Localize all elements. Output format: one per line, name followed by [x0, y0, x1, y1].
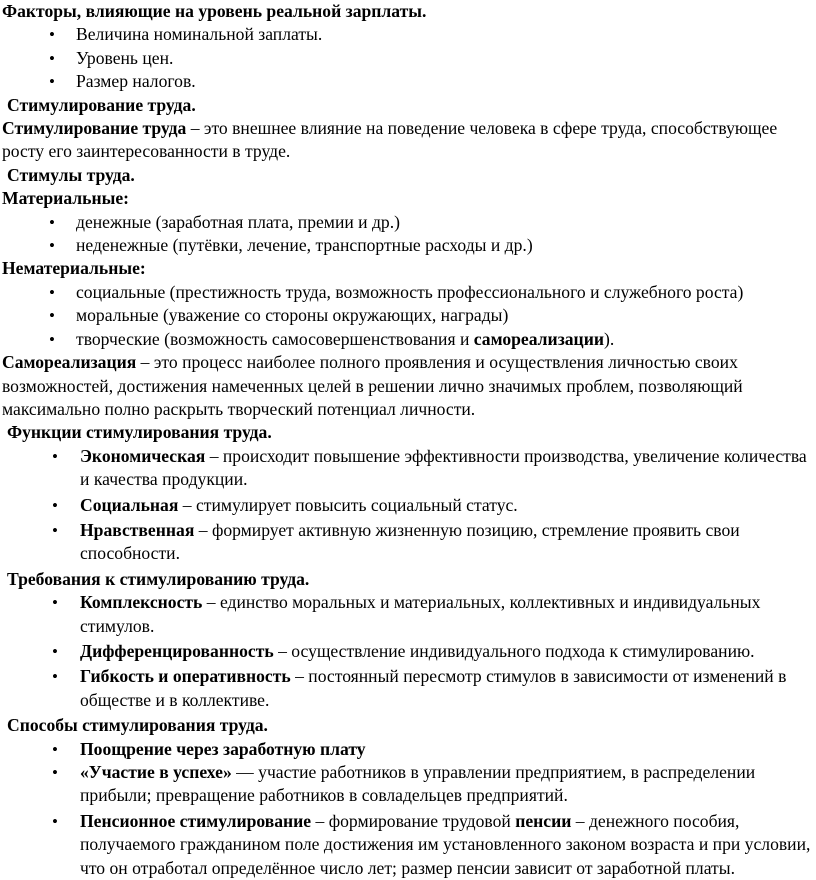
definition-text: – это внешнее влияние на поведение человека в сфере труда, способствующее росту его заинтересованности в труде. [2, 118, 778, 162]
stimulation-requirements-list [2, 591, 816, 712]
list-item: • Размер налогов. [2, 70, 816, 93]
definition-term: Стимулирование труда [2, 118, 187, 139]
definition-text: – это процесс наиболее полного проявления и осуществления личностью своих возможностей, достижения намеченных целей в решении лично значимых проблем, позволяющий максимально полно раскрыть творческий потенциал личности. [2, 352, 743, 419]
heading-stimulation-functions: Функции стимулирования труда. [7, 422, 272, 443]
list-item: • моральные (уважение со стороны окружающих, награды) [2, 304, 816, 327]
list-item: • творческие (возможность самосовершенствования и самореализации). [2, 328, 816, 351]
stimulation-functions-list [2, 445, 816, 566]
list-item: • денежные (заработная плата, премии и др.) [2, 211, 816, 234]
heading-labor-stimulation: Стимулирование труда. [7, 94, 196, 115]
list-item: • Экономическая – происходит повышение эффективности производства, увеличение количества и качества продукции. [2, 445, 816, 492]
heading-real-wage-factors: Факторы, влияющие на уровень реальной зарплаты. [2, 1, 427, 21]
list-item: • Уровень цен. [2, 47, 816, 70]
list-item: • Социальная – стимулирует повысить социальный статус. [2, 494, 816, 517]
stimulation-methods-list [2, 738, 816, 880]
labor-stimulation-definition [2, 117, 816, 164]
heading-nonmaterial: Нематериальные: [2, 258, 146, 279]
list-item: • социальные (престижность труда, возможность профессионального и служебного роста) [2, 281, 816, 304]
list-item: • Поощрение через заработную плату [2, 738, 816, 761]
list-item: • «Участие в успехе» — участие работников в управлении предприятием, в распределении прибыли; превращение работников в совладельцев предприятий. [2, 761, 816, 808]
nonmaterial-incentives-list [2, 281, 816, 351]
material-incentives-list [2, 211, 816, 258]
self-realization-definition [2, 351, 816, 421]
heading-labor-incentives: Стимулы труда. [7, 164, 135, 185]
list-item: • Дифференцированность – осуществление индивидуального подхода к стимулированию. [2, 640, 816, 663]
heading-stimulation-requirements: Требования к стимулированию труда. [7, 568, 310, 589]
heading-stimulation-methods: Способы стимулирования труда. [7, 715, 268, 736]
heading-material: Материальные: [2, 188, 129, 209]
list-item: • Пенсионное стимулирование – формирование трудовой пенсии – денежного пособия, получаемого гражданином поле достижения им установленного законом возраста и при условии, что он отработал определённое число лет; размер пенсии зависит от заработной платы. [2, 810, 816, 880]
definition-term: Самореализация [2, 352, 137, 373]
list-item: • Величина номинальной заплаты. [2, 23, 816, 46]
list-item: • Гибкость и оперативность – постоянный пересмотр стимулов в зависимости от изменений в обществе и в коллективе. [2, 665, 816, 712]
list-item: • Нравственная – формирует активную жизненную позицию, стремление проявить свои способности. [2, 519, 816, 566]
list-item: • Комплексность – единство моральных и материальных, коллективных и индивидуальных стимулов. [2, 591, 816, 638]
real-wage-factors-list [2, 23, 816, 93]
list-item: • неденежные (путёвки, лечение, транспортные расходы и др.) [2, 234, 816, 257]
